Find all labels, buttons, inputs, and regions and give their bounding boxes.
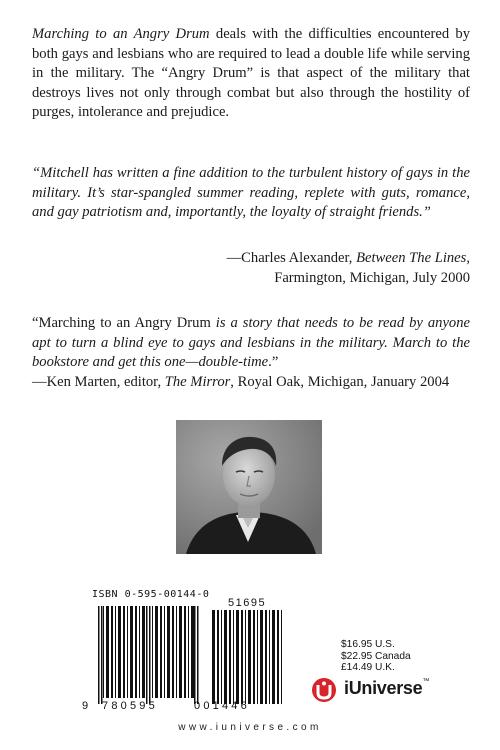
barcode-right-digits: 001446: [194, 700, 250, 712]
attribution-place-date: Farmington, Michigan, July 2000: [274, 269, 470, 286]
attribution-comma: ,: [466, 250, 470, 266]
description-text: deals with the difficulties encountered by both gays and lesbians who are required to lead a double life while serving in the military. The “Angry Drum” is that aspect of the military that destroys lives not only through combat but also through the hostility of purges, intolerance and prejudice.: [32, 26, 470, 121]
quote-title: “Marching to an Angry Drum: [32, 315, 211, 331]
book-title: Marching to an Angry Drum: [32, 26, 210, 42]
author-photo: [176, 420, 322, 554]
attribution-source: The Mirror: [164, 374, 231, 390]
price-list: [341, 639, 411, 674]
quote-body: is a story that needs to be read by anyone apt to turn a blind eye to gays and lesbians in the military. March to the bookstore and get this one—double-time: [32, 315, 470, 371]
publisher-name-text: iUniverse: [344, 678, 423, 698]
barcode-left-digits: 780595: [102, 700, 158, 712]
attribution-author: —Ken Marten, editor,: [32, 374, 165, 390]
price-canada: $22.95 Canada: [341, 650, 411, 662]
price-uk: £14.49 U.K.: [341, 662, 395, 673]
attribution-source: Between The Lines: [356, 250, 467, 266]
review-quote-1: “Mitchell has written a fine addition to the turbulent history of gays in the military. It’s star-spangled summer reading, replete with guts, romance, and gay patriotism and, importantly, the loyalty of straight friends.”: [32, 165, 470, 221]
trademark-symbol: ™: [422, 678, 430, 685]
barcode-addon-digits: 51695: [228, 597, 267, 609]
review-attribution-1: [32, 249, 470, 288]
book-description: [32, 25, 470, 123]
attribution-place-date: , Royal Oak, Michigan, January 2004: [230, 374, 450, 390]
price-us: $16.95 U.S.: [341, 639, 395, 650]
publisher-website: www.iuniverse.com: [178, 722, 322, 733]
attribution-author: —Charles Alexander,: [226, 250, 357, 266]
barcode-lead-digit: 9: [82, 700, 89, 712]
review-attribution-2: [32, 373, 470, 393]
review-quote-2: [32, 314, 470, 373]
isbn-number: ISBN 0-595-00144-0: [92, 589, 210, 600]
publisher-name: [344, 678, 429, 699]
barcode: [90, 598, 295, 708]
quote-close: .”: [268, 354, 279, 371]
iuniverse-logo-icon: [310, 676, 340, 704]
publisher-logo: [310, 676, 480, 704]
